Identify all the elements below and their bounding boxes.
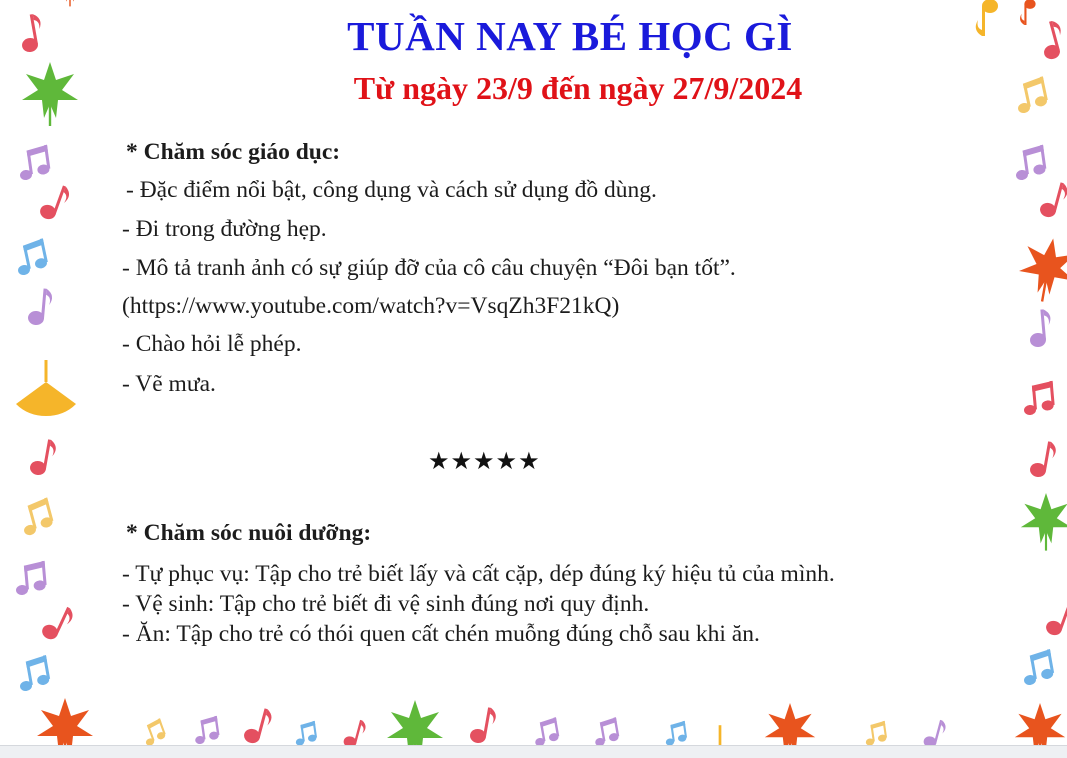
music-note-icon <box>1019 649 1055 686</box>
music-note-icon <box>663 721 688 746</box>
music-note-icon <box>1044 597 1067 639</box>
education-item: - Vẽ mưa. <box>122 371 216 397</box>
nurture-item: - Ăn: Tập cho trẻ có thói quen cất chén muỗng đúng chỗ sau khi ăn. <box>122 621 760 647</box>
music-note-icon <box>38 181 72 223</box>
music-note-icon <box>863 721 888 746</box>
music-note-icon <box>242 705 273 746</box>
education-heading: * Chăm sóc giáo dục: <box>126 139 341 165</box>
bottom-strip <box>0 745 1067 758</box>
music-note-icon <box>1038 179 1067 220</box>
music-note-icon <box>13 238 50 276</box>
nurture-heading: * Chăm sóc nuôi dưỡng: <box>126 520 372 546</box>
music-note-icon <box>293 721 318 746</box>
music-note-icon <box>14 561 48 596</box>
music-note-icon <box>29 437 57 477</box>
date-range: Từ ngày 23/9 đến ngày 27/9/2024 <box>353 70 803 106</box>
nurture-item: - Tự phục vụ: Tập cho trẻ biết lấy và cất cặp, dép đúng ký hiệu tủ của mình. <box>122 561 835 587</box>
music-note-icon <box>16 145 51 181</box>
music-note-icon <box>532 717 561 747</box>
music-note-icon <box>140 718 168 746</box>
nurture-item: - Vệ sinh: Tập cho trẻ biết đi vệ sinh đúng nơi quy định. <box>122 591 650 617</box>
education-item: - Đi trong đường hẹp. <box>122 216 327 242</box>
music-note-icon <box>1012 145 1047 181</box>
music-note-icon <box>469 705 497 745</box>
education-item: - Đặc điểm nổi bật, công dụng và cách sử dụng đồ dùng. <box>126 177 657 203</box>
music-note-icon <box>192 716 220 745</box>
star-separator: ★★★★★ <box>428 449 541 475</box>
music-note-icon <box>27 287 52 326</box>
music-note-icon <box>1027 309 1052 348</box>
youtube-link[interactable]: (https://www.youtube.com/watch?v=VsqZh3F21kQ) <box>122 293 620 319</box>
maple-leaf-icon <box>1021 493 1067 551</box>
music-note-icon <box>1022 381 1056 416</box>
music-note-icon <box>1029 439 1057 479</box>
maple-leaf-icon <box>53 0 87 6</box>
music-note-icon <box>40 601 76 644</box>
education-item: - Chào hỏi lễ phép. <box>122 331 302 357</box>
page-title: TUẦN NAY BÉ HỌC GÌ <box>347 13 793 59</box>
music-note-icon <box>17 497 55 536</box>
maple-leaf-icon <box>1015 234 1067 307</box>
ginkgo-leaf-icon <box>16 360 76 416</box>
education-item: - Mô tả tranh ảnh có sự giúp đỡ của cô câu chuyện “Đôi bạn tốt”. <box>122 255 736 281</box>
music-note-icon <box>592 717 621 747</box>
music-note-icon <box>15 655 51 692</box>
